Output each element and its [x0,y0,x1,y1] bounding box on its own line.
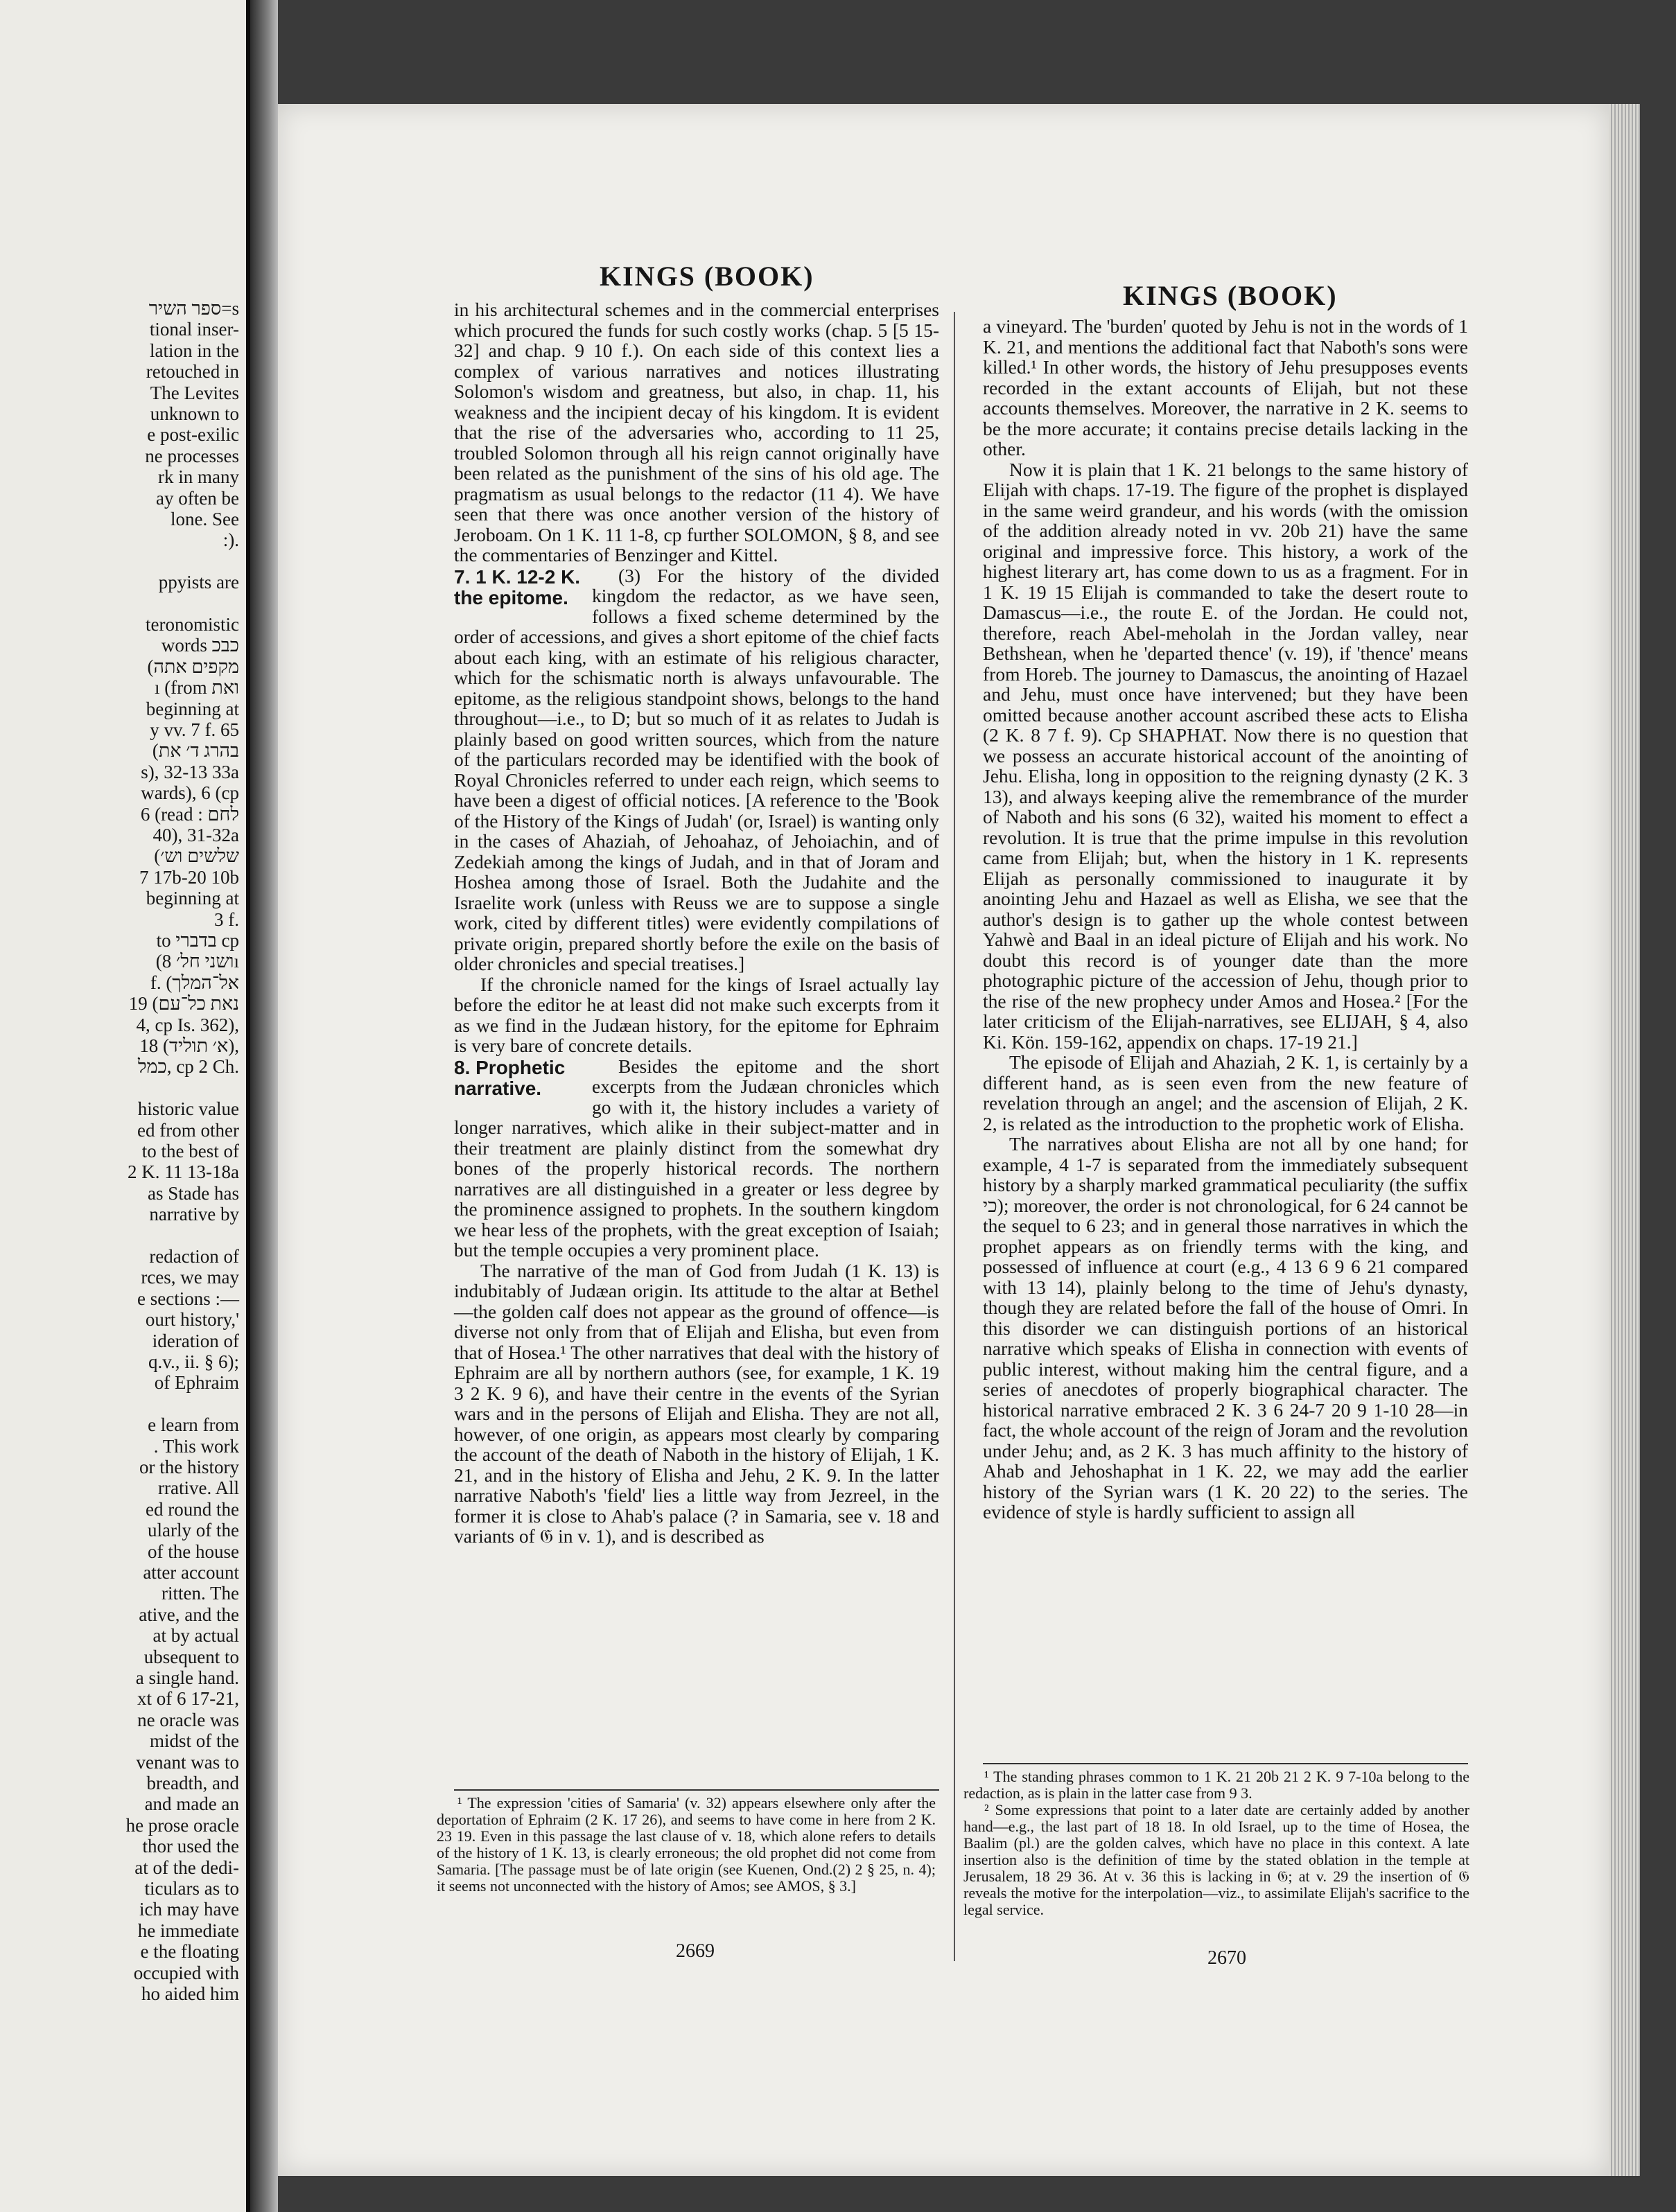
left-page-line: ularly of the [148,1520,239,1541]
left-page-line: at of the dedi- [134,1857,239,1878]
left-page-line: lone. See [171,509,239,529]
left-page-line: of the house [148,1540,239,1562]
column-2669 [454,299,939,1547]
left-page-line: occupied with [133,1962,239,1983]
left-page-line: rces, we may [141,1267,239,1288]
left-page-line: ed from other [137,1119,239,1141]
left-page-line: כמל, cp 2 Ch. [137,1056,239,1078]
left-page-line: of Ephraim [154,1372,239,1394]
left-page-line: thor used the [142,1836,239,1857]
footnote-rule-left [454,1789,939,1791]
left-page-line: ritten. The [162,1583,239,1604]
left-page-line: ne oracle was [137,1709,239,1730]
footnote-rule-right [983,1763,1468,1764]
left-page-line: 4, cp Is. 362), [136,1014,239,1035]
column-2670 [983,316,1468,1522]
paragraph: in his architectural schemes and in the commercial enterprises which procured the funds for such costly works (chap. 5 [5 15-32] and chap. 9 10 f.). On each side of this context lies a complex of various narratives and notices illustrating Solomon's wisdom and greatness, but also, in chap. 11, his weakness and the incipient decay of his kingdom. It is evident that the rise of the adversaries who, according to 11 25, troubled Solomon through all his reign cannot originally have been related as the punishment of the sins of his old age. The pragmatism as usual belongs to the redactor (11 4). We have seen that there was once another version of the history of Jeroboam. On 1 K. 11 1-8, cp further SOLOMON, § 8, and see the commentaries of Benzinger and Kittel. [454,299,939,565]
left-page-line: :). [222,529,239,551]
paragraph-with-sidenote: 8. Prophetic narrative. Besides the epitome and the short excerpts from the Judæan chronicles which go with it, the history includes a variety of longer narratives, which alike in their subject-matter and in their treatment are plainly distinct from the somewhat dry bones of the properly historical records. The northern narratives are all distinguished in a greater or less degree by the prominence assigned to prophets. In the southern kingdom we hear less of the prophets, with the great exception of Isaiah; but the temple occupies a very prominent place. [454,1055,939,1261]
page-number-right: 2670 [1207,1947,1246,1969]
left-page-line: to בדברי cp [156,930,239,951]
left-page-line: e post-exilic [147,424,239,446]
left-page-line: he prose oracle [125,1814,239,1836]
left-page-line: teronomistic [146,614,239,635]
paragraph-with-sidenote: 7. 1 K. 12-2 K. the epitome. (3) For the history of the divided kingdom the redactor, as we have seen, follows a fixed scheme determined by the order of accessions, and gives a short epitome of the chief facts about each king, with an estimate of his religious character, which for the schismatic north is always unfavourable. The epitome, as the religious standpoint shows, belongs to the hand throughout—i.e., to D; but so much of it as relates to Judah is plainly based on good written sources, which from the nature of the particulars recorded may be identified with the book of Royal Chronicles referred to under each reign, which seems to have been a digest of official notices. [A reference to the 'Book of the History of the Kings of Judah' (or, Israel) is wanting only in the cases of Ahaziah, of Jehoahaz, of Jehoiachin, and of Zedekiah among the kings of Judah, and in that of Joram and Hoshea among those of Israel. Both the Judahite and the Israelite work (unless with Reuss we are to suppose a single work, cited by different titles) were evidently compilations of private origin, prepared shortly before the exile on the basis of older chronicles and special treatises.] [454,564,939,974]
left-page-line: ho aided him [141,1983,239,2004]
left-page-line: 3 f. [214,909,239,930]
left-page-line: . This work [153,1435,239,1457]
left-page-line: at by actual [152,1625,239,1647]
footnote-2669: ¹ The expression 'cities of Samaria' (v. 32) appears elsewhere only after the deportation of Ephraim (2 K. 17 26), and seems to have come in here from 2 K. 23 19. Even in this passage the last clause of v. 18, which alone refers to details of the history of 1 K. 13, is clearly erroneous; the old prophet did not come from Samaria. [The passage must be of late origin (see Kuenen, Ond.(2) 2 § 25, n. 4); it seems not unconnected with the history of Amos; see AMOS, § 3.] [437,1794,936,1895]
page-header-left: KINGS (BOOK) [600,261,814,292]
left-page-line: historic value [137,1098,239,1120]
left-page-line: rk in many [158,466,239,488]
left-page-line: ספר השיר=s [148,298,239,319]
left-page-line: retouched in [146,361,239,383]
left-page-line: (שלשים וש׳ [154,845,239,867]
left-page-line: y vv. 7 f. 65 [150,719,239,740]
left-page-line: e learn from [148,1414,239,1436]
left-page-line: atter account [143,1562,239,1583]
left-page-line: (מקפים אתה [147,656,239,677]
left-page-line: ı (from ואת [154,677,239,699]
left-page-line: The Levites [150,382,239,403]
left-page-line: ourt history,' [145,1309,239,1331]
column-divider [954,312,955,1961]
left-page-line: ticulars as to [144,1878,239,1899]
left-page-line: f. (אל־המלך [150,972,239,993]
left-page-line: lation in the [150,340,239,361]
left-page-line: narrative by [149,1204,239,1225]
left-page-line: q.v., ii. § 6); [148,1351,239,1372]
left-page-line: breadth, and [146,1773,239,1793]
paragraph: The narrative of the man of God from Judah (1 K. 13) is indubitably of Judæan origin. Its attitude to the altar at Bethel—the golden calf does not appear as the ground of offence—is diverse not only from that of Elijah and Elisha, but even from that of Hosea.¹ The other narratives that deal with the history of Ephraim are all by northern authors (see, for example, 1 K. 19 3 2 K. 9 6), and have their centre in the events of the Syrian wars and in the persons of Elijah and Elisha. They are not all, however, of one origin, as appears most clearly by comparing the account of the death of Naboth in the history of Elijah, 1 K. 21, and in the history of Elisha and Jehu, 2 K. 9. In the latter narrative Naboth's 'field' lies a little way from Jezreel, in the former it is close to Ahab's palace (? in Samaria, see v. 18 and variants of 𝔊 in v. 1), and is described as [454,1259,939,1547]
paragraph: The narratives about Elisha are not all by one hand; for example, 4 1-7 is separated from the immediately subsequent history by a sharply marked grammatical peculiarity (the suffix כי); moreover, the order is not chronological, for 6 24 cannot be the sequel to 6 23; and in general those narratives in which the prophet appears as on friendly terms with the king, and possessed of influence at court (e.g., 4 13 6 9 6 21 compared with 13 14), plainly belong to the time of Jehu's dynasty, though they are related before the fall of the house of Omri. In this disorder we can distinguish portions of an historical narrative which speaks of Elisha in connection with events of public interest, without making him the central figure, and a series of anecdotes of properly biographical character. The historical narrative embraced 2 K. 3 6 24-7 20 9 1-10 28—in fact, the whole account of the reign of Joram and the revolution under Jehu; and, as 2 K. 3 has much affinity to the history of Ahab and Jehoshaphat in 1 K. 22, we may add the earlier history of the Syrian wars (1 K. 20 22) to the series. The evidence of style is hardly sufficient to assign all [983,1133,1468,1522]
footnotes-2670: ¹ The standing phrases common to 1 K. 21 20b 21 2 K. 9 7-10a belong to the redaction, as is plain in the latter case from 9 3. ² Some expressions that point to a later date are certainly added by another hand—e.g., the last part of 18 18. In old Israel, up to the time of Hosea, the Baalim (pl.) are the golden calves, which have no place in this context. A late insertion also is the definition of time by the stated oblation in the temple at Jerusalem, 18 29 36. At v. 36 this is lacking in 𝔊; at v. 29 the insertion of 𝔊 reveals the motive for the interpolation—viz., to assimilate Elijah's sacrifice to the legal service. [963,1768,1469,1918]
left-page-line: 40), 31-32a [152,825,239,845]
left-page-line: redaction of [149,1246,239,1267]
left-page-line: wards), 6 (cp [141,782,239,804]
page-number-left: 2669 [676,1940,715,1962]
paragraph: If the chronicle named for the kings of Israel actually lay before the editor he at least did not make such excerpts from it as we find in the Judæan history, for the epitome for Ephraim is very bare of concrete details. [454,973,939,1056]
left-page-line: and made an [144,1793,239,1815]
left-page-line: words כבכ [161,635,239,656]
paragraph: Now it is plain that 1 K. 21 belongs to the same history of Elijah with chaps. 17-19. The figure of the prophet is displayed in the same weird grandeur, and his words (with the omission of the addition already noted in vv. 20b 21) have the same original and impressive force. This history, a work of the highest literary art, has come down to us as a fragment. For in 1 K. 19 15 Elijah is commanded to take the desert route to Damascus—i.e., the route E. of the Jordan. He could not, therefore, reach Abel-meholah in the Jordan valley, near Bethshean, when he 'departed thence' (v. 19), if 'thence' means from Horeb. The journey to Damascus, the anointing of Hazael and Jehu, must once have intervened; but they have been omitted because another account ascribed these acts to Elisha (2 K. 8 7 f. 9). Cp SHAPHAT. Now there is no question that we possess an accurate historical account of the anointing of Jehu. Elisha, long in opposition to the reigning dynasty (2 K. 3 13), and always keeping alive the remembrance of the murder of Naboth and his sons (6 32), waited his moment to effect a revolution. It is true that the prime impulse in this revolution came from Elijah; but, when the history in 1 K. represents Elijah as personally commissioned to inaugurate it by anointing Jehu and Hazael as well as Elisha, we see that the author's design is to gather up the whole contest between Yahwè and Baal in an ideal picture of Elijah and his work. No doubt this record is of younger date than the more photographic picture of the accession of Jehu, though prior to the rise of the new prophecy under Amos and Hosea.² [For the later criticism of the Elijah-narratives, see ELIJAH, § 4, also Ki. Kön. 159-162, appendix on chaps. 17-19 21.] [983,458,1468,1053]
left-page-line: xt of 6 17-21, [137,1688,239,1710]
left-page-line: venant was to [136,1751,239,1773]
left-page-line: (ושני חל׳ 8ı [155,951,239,972]
book-gutter [250,0,278,2212]
left-page-line: 2 K. 11 13-18a [128,1161,239,1183]
left-page-line: as Stade has [148,1182,239,1204]
left-page-line: ative, and the [139,1604,239,1625]
left-page-line: beginning at [146,698,239,719]
left-page-line: or the history [139,1457,239,1477]
left-page-line: 19 (נאת כל־עם [128,993,239,1015]
left-page-fragment [0,0,250,2212]
left-page-line: (בהרג ד׳ את [152,740,239,762]
left-page-line: beginning at [146,888,239,909]
left-page-line: he immediate [137,1920,239,1941]
left-page-line: rrative. All [158,1477,239,1499]
left-page-line: midst of the [150,1730,239,1752]
left-page-line: tional inser- [149,319,239,340]
left-page-line: 6 (read : לחם [140,803,239,825]
sidenote-epitome: 7. 1 K. 12-2 K. the epitome. [454,565,581,608]
left-page-line: ideration of [152,1330,239,1351]
page-header-right: KINGS (BOOK) [1123,280,1338,311]
page-edge [1609,104,1640,2176]
left-page-line: a single hand. [135,1667,239,1688]
paragraph: The episode of Elijah and Ahaziah, 2 K. 1, is certainly by a different hand, as is seen even from the new feature of revelation through an angel; and the ascension of Elijah, 2 K. 2, is related as the introduction to the prophetic work of Elisha. [983,1051,1468,1134]
left-page-line: unknown to [150,403,239,424]
left-page-line: e the floating [140,1941,239,1963]
paragraph: a vineyard. The 'burden' quoted by Jehu is not in the words of 1 K. 21, and mentions the additional fact that Naboth's sons were killed.¹ In other words, the history of Jehu presupposes events recorded in the extant accounts of Elijah, but not these accounts themselves. Moreover, the narrative in 2 K. seems to be the more accurate; it contains precise details lacking in the other. [983,315,1468,459]
left-page-line: ubsequent to [143,1646,239,1667]
sidenote-prophetic-narrative: 8. Prophetic narrative. [454,1056,566,1099]
left-page-line: ppyists are [158,572,239,593]
left-page-line: to the best of [141,1141,239,1161]
left-page-line: ed round the [146,1498,239,1520]
left-page-line: 7 17b-20 10b [139,866,239,888]
left-page-line: e sections :— [137,1288,239,1309]
left-page-line: 18 (א׳ תוליד), [139,1035,239,1056]
left-page-line: ich may have [139,1899,239,1920]
left-page-line: s), 32-13 33a [141,761,239,782]
left-page-line: ay often be [156,487,239,509]
left-page-line: ne processes [145,445,239,466]
